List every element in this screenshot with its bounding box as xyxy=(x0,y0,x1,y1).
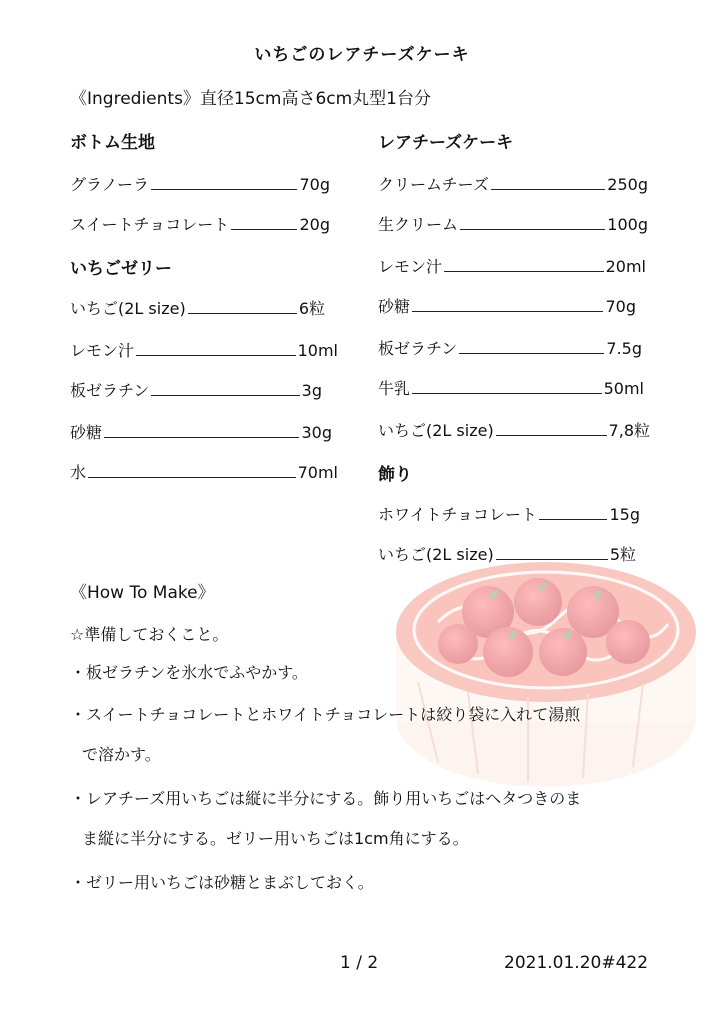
step-3-cont: ま縦に半分にする。ゼリー用いちごは1cm角にする。 xyxy=(82,829,469,848)
ingredient-row xyxy=(70,172,330,195)
ingredient-amount: 3g xyxy=(301,381,322,400)
step-3: ・レアチーズ用いちごは縦に半分にする。飾り用いちごはヘタつきのま xyxy=(70,789,582,808)
bottom-heading: ボトム生地 xyxy=(70,133,155,153)
leader-line xyxy=(151,175,297,190)
ingredient-amount: 70g xyxy=(299,175,330,194)
ingredient-row xyxy=(70,378,322,401)
ingredient-name: いちご(2L size) xyxy=(378,545,494,564)
ingredient-name: 砂糖 xyxy=(70,423,103,442)
ingredient-amount: 15g xyxy=(609,505,640,524)
leader-line xyxy=(88,463,296,478)
ingredient-name: いちご(2L size) xyxy=(70,299,186,318)
ingredient-row xyxy=(378,336,642,359)
leader-line xyxy=(496,421,607,436)
ingredient-name: グラノーラ xyxy=(70,175,150,194)
step-1: ・板ゼラチンを氷水でふやかす。 xyxy=(70,663,308,682)
ingredient-amount: 7,8粒 xyxy=(608,421,650,440)
decoration-heading: 飾り xyxy=(378,465,412,485)
ingredient-row xyxy=(70,338,338,361)
ingredient-name: 生クリーム xyxy=(378,215,459,234)
ingredient-name: 牛乳 xyxy=(378,379,411,398)
ingredient-amount: 70g xyxy=(605,297,636,316)
leader-line xyxy=(104,423,299,438)
ingredient-amount: 10ml xyxy=(297,341,338,360)
ingredient-amount: 30g xyxy=(301,423,332,442)
ingredient-row xyxy=(378,254,646,277)
leader-line xyxy=(496,545,608,560)
ingredient-name: レモン汁 xyxy=(70,341,135,360)
leader-line xyxy=(412,379,602,394)
ingredient-name: いちご(2L size) xyxy=(378,421,494,440)
ingredient-amount: 250g xyxy=(607,175,648,194)
leader-line xyxy=(459,339,604,354)
ingredient-name: クリームチーズ xyxy=(378,175,489,194)
leader-line xyxy=(539,505,607,520)
ingredient-amount: 50ml xyxy=(603,379,644,398)
ingredient-amount: 6粒 xyxy=(298,299,325,318)
ingredient-amount: 70ml xyxy=(297,463,338,482)
step-4: ・ゼリー用いちごは砂糖とまぶしておく。 xyxy=(70,873,374,892)
step-2: ・スイートチョコレートとホワイトチョコレートは絞り袋に入れて湯煎 xyxy=(70,705,581,724)
ingredient-name: 板ゼラチン xyxy=(70,381,150,400)
ingredients-header: 《Ingredients》直径15cm高さ6cm丸型1台分 xyxy=(70,89,432,109)
ingredient-name: 板ゼラチン xyxy=(378,339,458,358)
ingredient-name: ホワイトチョコレート xyxy=(378,505,538,524)
ingredient-row xyxy=(70,212,330,235)
ingredient-amount: 20g xyxy=(299,215,330,234)
leader-line xyxy=(188,299,297,314)
doc-stamp: 2021.01.20#422 xyxy=(504,953,649,973)
leader-line xyxy=(136,341,296,356)
recipe-title: いちごのレアチーズケーキ xyxy=(254,45,470,65)
ingredient-name: レモン汁 xyxy=(378,257,443,276)
leader-line xyxy=(412,297,603,312)
page-number: 1 / 2 xyxy=(340,953,379,973)
ingredient-amount: 7.5g xyxy=(606,339,642,358)
ingredient-row xyxy=(70,420,332,443)
leader-line xyxy=(491,175,605,190)
step-2-cont: で溶かす。 xyxy=(82,745,161,764)
ingredient-row xyxy=(378,294,636,317)
ingredient-name: スイートチョコレート xyxy=(70,215,230,234)
ingredient-row xyxy=(378,172,648,195)
jelly-heading: いちごゼリー xyxy=(70,259,172,279)
how-to-header: 《How To Make》 xyxy=(70,583,215,603)
ingredient-row xyxy=(378,542,636,565)
leader-line xyxy=(151,381,299,396)
ingredient-name: 水 xyxy=(70,463,87,482)
ingredient-row xyxy=(70,460,338,483)
leader-line xyxy=(231,215,297,230)
ingredient-amount: 5粒 xyxy=(609,545,636,564)
cheesecake-heading: レアチーズケーキ xyxy=(378,133,514,153)
leader-line xyxy=(460,215,605,230)
ingredient-row xyxy=(378,418,650,441)
ingredient-row xyxy=(378,376,644,399)
ingredient-row xyxy=(70,296,325,319)
ingredient-row xyxy=(378,502,640,525)
ingredient-row xyxy=(378,212,648,235)
leader-line xyxy=(444,257,604,272)
ingredient-amount: 100g xyxy=(607,215,648,234)
prep-header: ☆準備しておくこと。 xyxy=(70,625,229,644)
ingredient-amount: 20ml xyxy=(605,257,646,276)
ingredient-name: 砂糖 xyxy=(378,297,411,316)
